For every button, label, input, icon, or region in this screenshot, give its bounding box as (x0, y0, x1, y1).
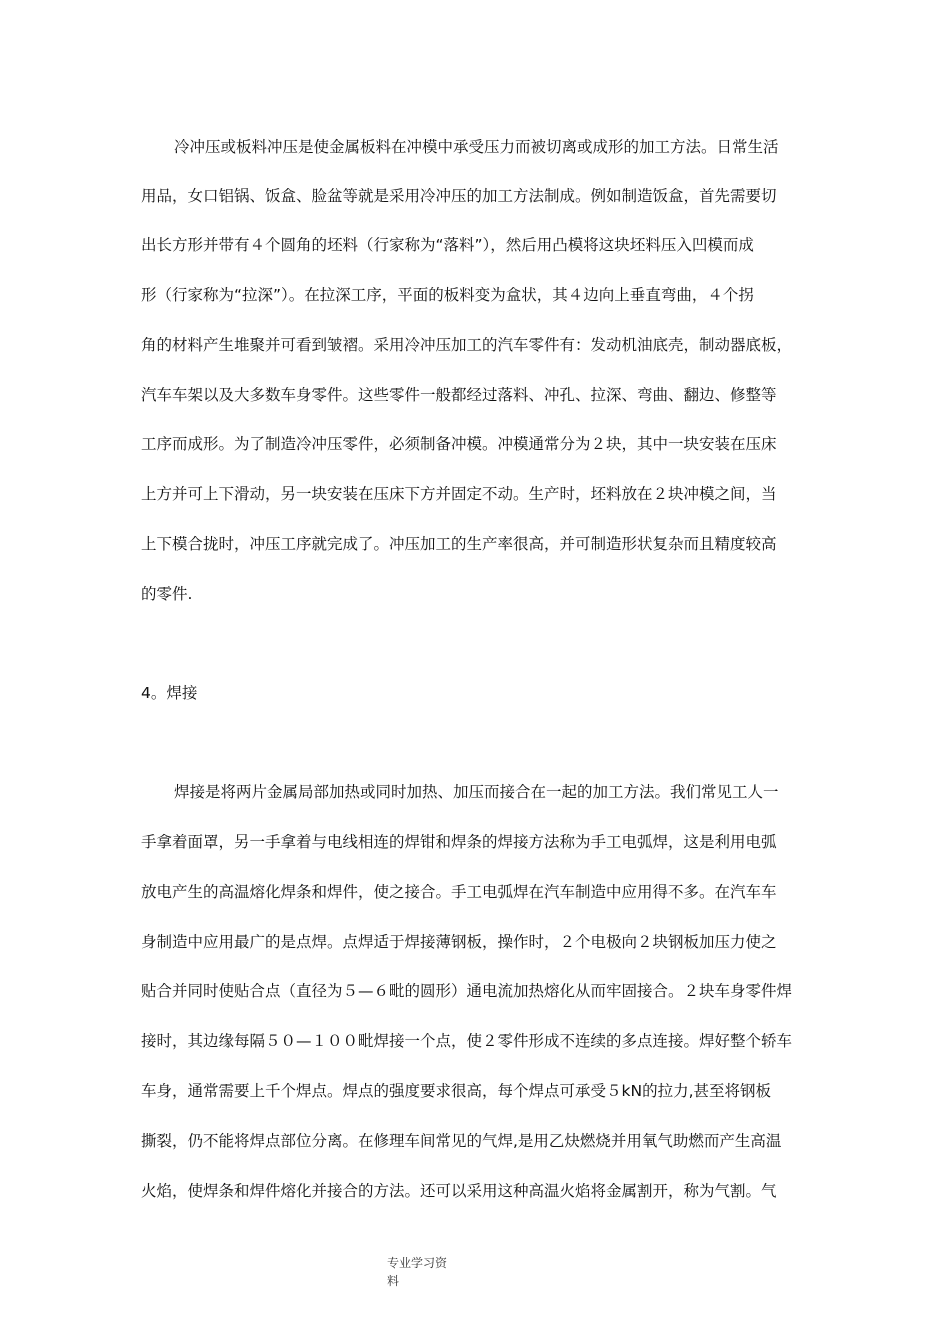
paragraph1-line: 用品，女口铝锅、饭盒、脸盆等就是采用冷冲压的加工方法制成。例如制造饭盒，首先需要切 (141, 187, 777, 205)
paragraph2-line: 贴合并同时使贴合点（直径为５—６毗的圆形）通电流加热熔化从而牢固接合。２块车身零件焊 (141, 982, 793, 1000)
paragraph2-line: 焊接是将两片金属局部加热或同时加热、加压而接合在一起的加工方法。我们常见工人一 (174, 783, 779, 801)
paragraph1-line: 汽车车架以及大多数车身零件。这些零件一般都经过落料、冲孔、拉深、弯曲、翻边、修整等 (141, 386, 777, 404)
paragraph2-line: 接时，其边缘每隔５０—１００毗焊接一个点，使２零件形成不连续的多点连接。焊好整个轿车 (141, 1032, 793, 1050)
paragraph1-line: 角的材料产生堆聚并可看到皱褶。采用冷冲压加工的汽车零件有：发动机油底壳，制动器底板， (141, 336, 793, 354)
paragraph2-line: 手拿着面罩，另一手拿着与电线相连的焊钳和焊条的焊接方法称为手工电弧焊，这是利用电弧 (141, 833, 777, 851)
paragraph1-line: 冷冲压或板料冲压是使金属板料在冲模中承受压力而被切离或成形的加工方法。日常生活 (174, 138, 779, 156)
page-footer (387, 1254, 467, 1290)
paragraph2-line: 撕裂，仍不能将焊点部位分离。在修理车间常见的气焊,是用乙炔燃烧并用氧气助燃而产生高温 (141, 1132, 782, 1150)
footer-line: 料 (387, 1274, 400, 1288)
footer-line: 专业学习资 (387, 1256, 448, 1270)
paragraph1-line: 上下模合拢时，冲压工序就完成了。冲压加工的生产率很高，并可制造形状复杂而且精度较高 (141, 535, 777, 553)
paragraph1-line: 的零件. (141, 585, 193, 603)
paragraph2-line: 车身，通常需要上千个焊点。焊点的强度要求很高，每个焊点可承受５kN的拉力,甚至将钢板 (141, 1082, 772, 1100)
paragraph1-line: 工序而成形。为了制造冷冲压零件，必须制备冲模。冲模通常分为２块，其中一块安装在压床 (141, 435, 777, 453)
paragraph2-line: 身制造中应用最广的是点焊。点焊适于焊接薄钢板，操作时，２个电极向２块钢板加压力使之 (141, 933, 777, 951)
paragraph2-line: 放电产生的高温熔化焊条和焊件，使之接合。手工电弧焊在汽车制造中应用得不多。在汽车车 (141, 883, 777, 901)
paragraph1-line: 出长方形并带有４个圆角的坯料（行家称为“落料”），然后用凸模将这块坯料压入凹模而成 (141, 236, 754, 254)
paragraph1-line: 形（行家称为“拉深”）。在拉深工序，平面的板料变为盒状，其４边向上垂直弯曲，４个拐 (141, 286, 754, 304)
paragraph1-line: 上方并可上下滑动，另一块安装在压床下方并固定不动。生产时，坯料放在２块冲模之间，当 (141, 485, 777, 503)
paragraph2-line: 火焰，使焊条和焊件熔化并接合的方法。还可以采用这种高温火焰将金属割开，称为气割。气 (141, 1182, 777, 1200)
section-heading: 4。焊接 (141, 684, 198, 702)
